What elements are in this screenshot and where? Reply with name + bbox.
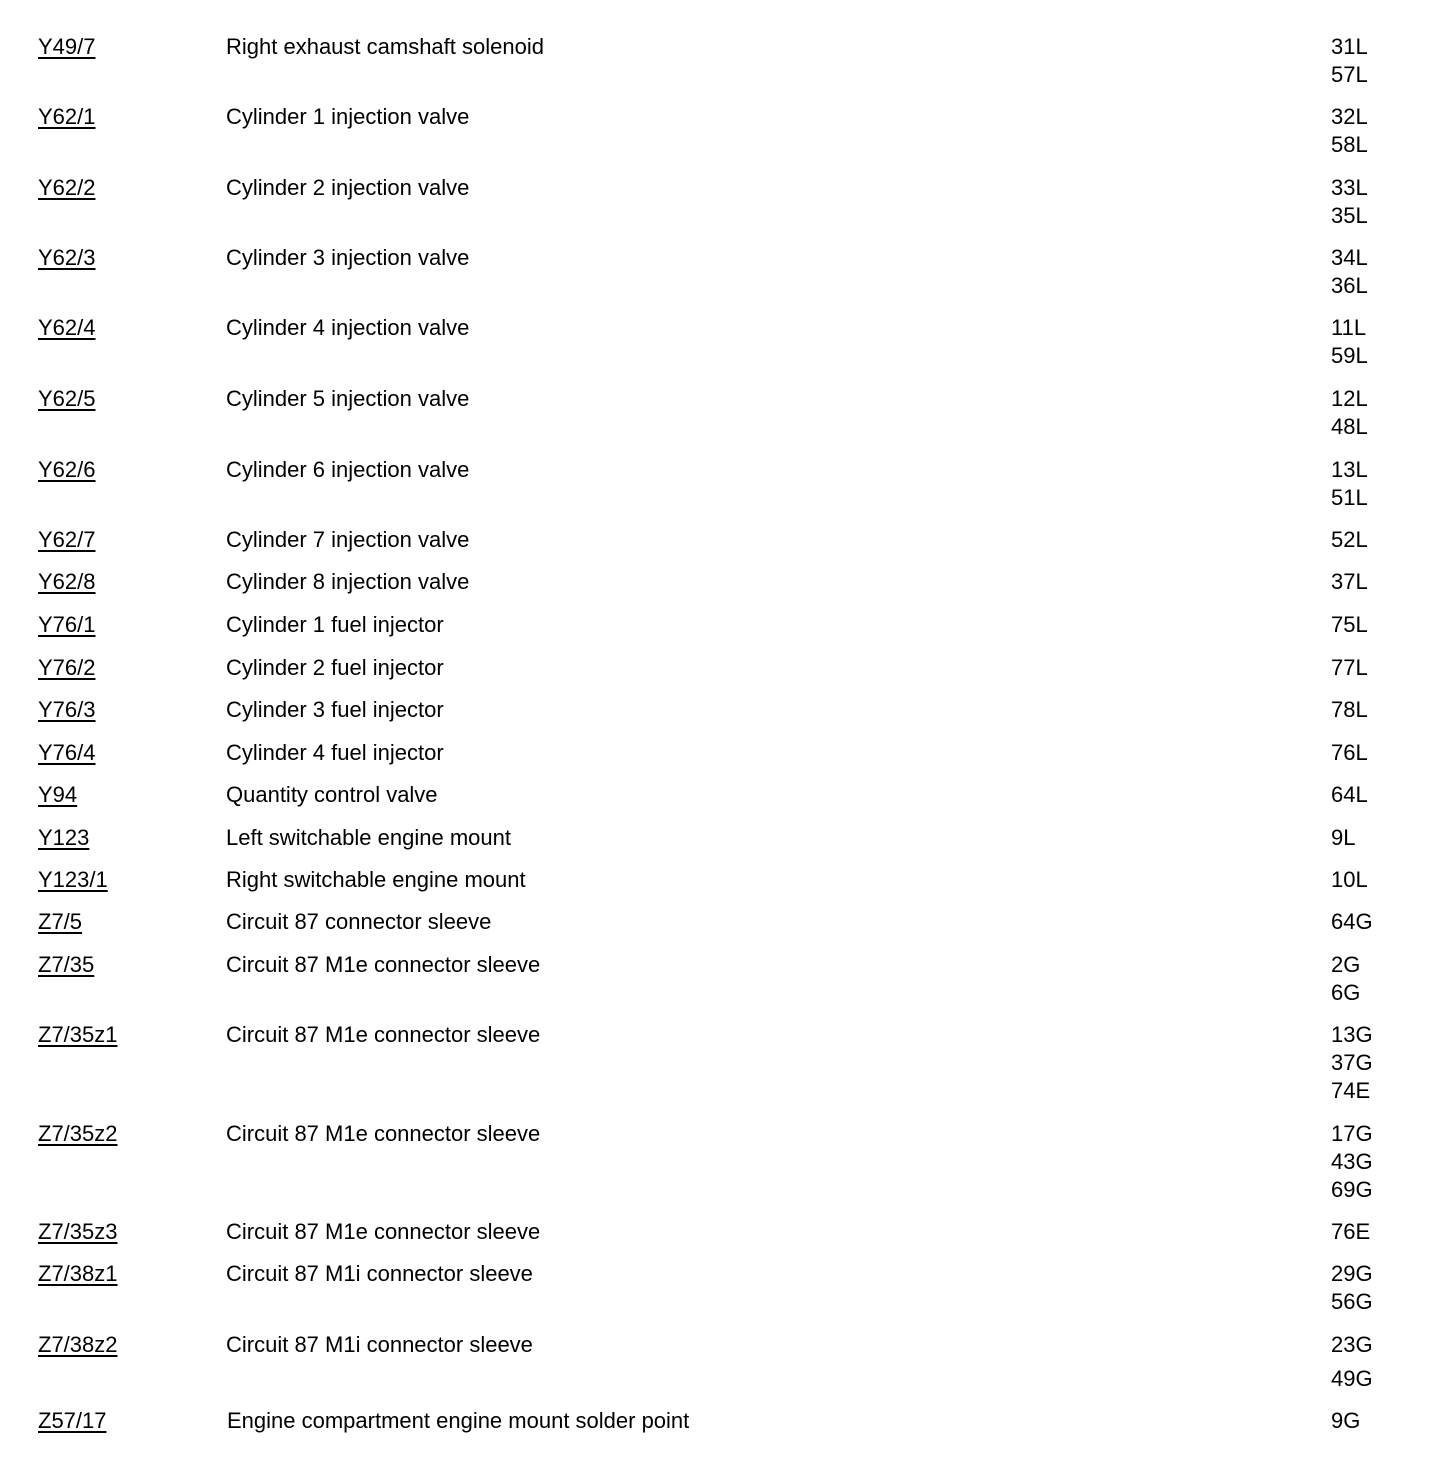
grid-location-list [1331, 908, 1373, 936]
component-description: Cylinder 6 injection valve [226, 457, 470, 482]
component-description: Cylinder 7 injection valve [226, 527, 470, 552]
component-code-link[interactable]: Y94 [38, 782, 78, 807]
component-code-link[interactable]: Z7/5 [38, 909, 83, 934]
grid-location-list [1331, 314, 1368, 370]
component-description: Cylinder 4 injection valve [226, 315, 470, 340]
grid-location: 78L [1331, 697, 1368, 722]
component-description: Circuit 87 M1e connector sleeve [226, 1121, 541, 1146]
grid-location: 12L [1331, 386, 1368, 411]
component-description: Left switchable engine mount [226, 825, 511, 850]
grid-location-list [1331, 1021, 1373, 1105]
grid-location: 59L [1331, 343, 1368, 368]
component-code-link[interactable]: Y76/4 [38, 740, 96, 765]
component-description: Cylinder 3 fuel injector [226, 697, 444, 722]
grid-location-list [1331, 1218, 1370, 1246]
component-code-link[interactable]: Y76/1 [38, 612, 96, 637]
grid-location: 13G [1331, 1022, 1373, 1047]
grid-location: 29G [1331, 1261, 1373, 1286]
component-code-link[interactable]: Z7/38z1 [38, 1261, 118, 1286]
component-description: Right exhaust camshaft solenoid [226, 34, 544, 59]
component-code-link[interactable]: Y62/3 [38, 245, 96, 270]
grid-location: 36L [1331, 273, 1368, 298]
grid-location: 33L [1331, 175, 1368, 200]
grid-location: 64G [1331, 909, 1373, 934]
grid-location: 35L [1331, 203, 1368, 228]
component-code-link[interactable]: Z7/35 [38, 952, 95, 977]
component-description: Cylinder 8 injection valve [226, 569, 470, 594]
grid-location-list [1331, 456, 1368, 512]
grid-location-list [1331, 244, 1368, 300]
grid-location-list [1331, 951, 1360, 1007]
grid-location: 74E [1331, 1078, 1371, 1103]
component-code-link[interactable]: Y62/1 [38, 104, 96, 129]
component-description: Circuit 87 M1i connector sleeve [226, 1332, 533, 1357]
component-code-link[interactable]: Y76/3 [38, 697, 96, 722]
grid-location-list [1331, 103, 1368, 159]
component-code-link[interactable]: Y62/8 [38, 569, 96, 594]
grid-location-list [1331, 696, 1368, 724]
grid-location-list [1331, 1260, 1373, 1316]
component-code-link[interactable]: Y123/1 [38, 867, 108, 892]
grid-location-list [1331, 866, 1368, 894]
grid-location-list [1331, 174, 1368, 230]
component-code-link[interactable]: Y62/5 [38, 386, 96, 411]
grid-location: 34L [1331, 245, 1368, 270]
component-code-link[interactable]: Y123 [38, 825, 90, 850]
component-description: Cylinder 4 fuel injector [226, 740, 444, 765]
grid-location: 2G [1331, 952, 1361, 977]
component-code-link[interactable]: Y62/4 [38, 315, 96, 340]
grid-location: 76L [1331, 740, 1368, 765]
grid-location: 6G [1331, 980, 1361, 1005]
grid-location-list [1331, 33, 1368, 89]
grid-location: 37L [1331, 569, 1368, 594]
grid-location: 76E [1331, 1219, 1371, 1244]
grid-location-list [1331, 611, 1368, 639]
grid-location: 13L [1331, 457, 1368, 482]
grid-location: 69G [1331, 1177, 1373, 1202]
grid-location: 32L [1331, 104, 1368, 129]
component-description: Cylinder 3 injection valve [226, 245, 470, 270]
grid-location: 77L [1331, 655, 1368, 680]
component-code-link[interactable]: Y62/7 [38, 527, 96, 552]
component-description: Circuit 87 M1e connector sleeve [226, 1022, 541, 1047]
grid-location: 52L [1331, 527, 1368, 552]
grid-location: 23G [1331, 1332, 1373, 1357]
grid-location: 56G [1331, 1289, 1373, 1314]
component-code-link[interactable]: Y76/2 [38, 655, 96, 680]
grid-location-list [1331, 654, 1368, 682]
component-description: Cylinder 2 injection valve [226, 175, 470, 200]
component-code-link[interactable]: Z7/35z1 [38, 1022, 118, 1047]
grid-location: 37G [1331, 1050, 1373, 1075]
component-code-link[interactable]: Y62/6 [38, 457, 96, 482]
grid-location: 57L [1331, 62, 1368, 87]
grid-location-list [1331, 526, 1368, 554]
component-description: Cylinder 1 fuel injector [226, 612, 444, 637]
grid-location: 48L [1331, 414, 1368, 439]
component-code-link[interactable]: Z7/38z2 [38, 1332, 118, 1357]
component-description: Cylinder 5 injection valve [226, 386, 470, 411]
grid-location: 9L [1331, 825, 1356, 850]
component-code-link[interactable]: Z7/35z3 [38, 1219, 118, 1244]
grid-location: 10L [1331, 867, 1368, 892]
grid-location: 58L [1331, 132, 1368, 157]
component-description: Right switchable engine mount [226, 867, 526, 892]
component-description: Circuit 87 connector sleeve [226, 909, 492, 934]
grid-location-list [1331, 1120, 1373, 1204]
grid-location: 64L [1331, 782, 1368, 807]
grid-location-list [1331, 824, 1355, 852]
component-description: Engine compartment engine mount solder point [227, 1408, 690, 1433]
grid-location-list [1331, 1407, 1360, 1435]
grid-location: 49G [1331, 1366, 1373, 1391]
component-description: Circuit 87 M1e connector sleeve [226, 1219, 541, 1244]
component-code-link[interactable]: Y62/2 [38, 175, 96, 200]
grid-location: 51L [1331, 485, 1368, 510]
grid-location: 17G [1331, 1121, 1373, 1146]
grid-location-list [1331, 739, 1368, 767]
component-description: Quantity control valve [226, 782, 438, 807]
component-description: Circuit 87 M1i connector sleeve [226, 1261, 533, 1286]
grid-location: 9G [1331, 1408, 1361, 1433]
component-code-link[interactable]: Y49/7 [38, 34, 96, 59]
grid-location: 31L [1331, 34, 1368, 59]
grid-location: 75L [1331, 612, 1368, 637]
component-code-link[interactable]: Z7/35z2 [38, 1121, 118, 1146]
grid-location: 11L [1331, 315, 1367, 340]
grid-location-list [1331, 1331, 1373, 1393]
grid-location-list [1331, 568, 1368, 596]
component-description: Circuit 87 M1e connector sleeve [226, 952, 541, 977]
grid-location-list [1331, 385, 1368, 441]
component-code-link[interactable]: Z57/17 [38, 1408, 107, 1433]
component-description: Cylinder 1 injection valve [226, 104, 470, 129]
component-description: Cylinder 2 fuel injector [226, 655, 444, 680]
grid-location: 43G [1331, 1149, 1373, 1174]
grid-location-list [1331, 781, 1368, 809]
